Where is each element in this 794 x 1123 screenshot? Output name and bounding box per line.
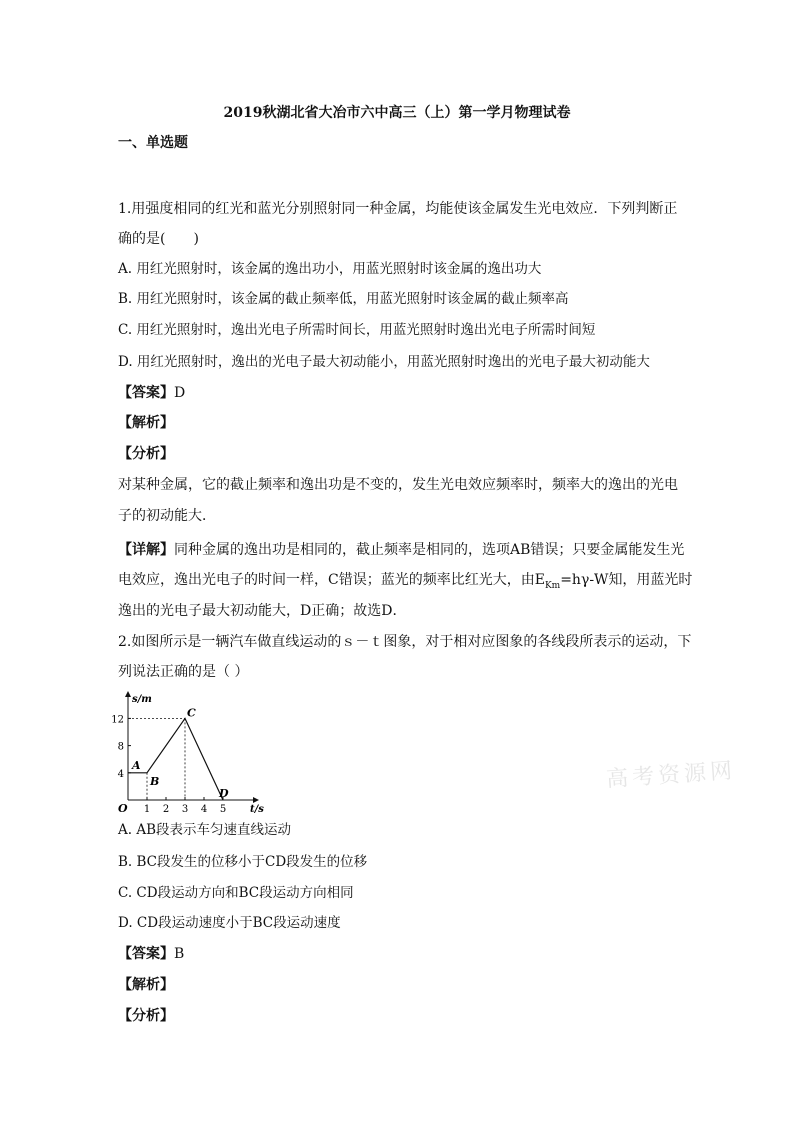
q1-detail-line-1 — [118, 540, 684, 560]
page-title: 2019秋湖北省大冶市六中高三（上）第一学月物理试卷 — [223, 105, 571, 121]
section-heading: 一、单选题 — [118, 135, 188, 151]
x-axis-label: t/s — [250, 804, 264, 815]
q1-detail-text-1: 同种金属的逸出功是相同的，截止频率是相同的，选项AB错误；只要金属能发生光 — [174, 542, 685, 558]
x-tick-label: 5 — [219, 804, 227, 815]
q1-jiexi-label: 【解析】 — [118, 415, 174, 431]
q1-stem-line-2: 确的是( ) — [118, 231, 199, 247]
x-tick-label: 3 — [181, 804, 189, 815]
origin-label: O — [118, 802, 128, 815]
q1-analysis-line-2: 子的初动能大． — [118, 508, 216, 524]
q1-detail-line-2 — [118, 570, 692, 596]
watermark: 高考资源网 — [605, 758, 737, 793]
point-label-b: B — [150, 774, 160, 788]
x-tick-label: 4 — [200, 804, 208, 815]
q1-detail-subscript: Km — [544, 580, 561, 591]
q1-detail-label: 【详解】 — [118, 542, 174, 558]
point-label-d: D — [219, 787, 229, 800]
point-label-a: A — [132, 758, 141, 772]
q2-answer-value: B — [174, 946, 185, 962]
q1-stem-line-1: 1.用强度相同的红光和蓝光分别照射同一种金属，均能使该金属发生光电效应．下列判断正 — [118, 201, 678, 217]
q1-option-c: C. 用红光照射时，逸出光电子所需时间长，用蓝光照射时逸出光电子所需时间短 — [118, 322, 596, 338]
y-tick-label: 12 — [111, 714, 124, 726]
q2-option-a: A. AB段表示车匀速直线运动 — [118, 822, 292, 838]
q2-answer-line — [118, 944, 184, 964]
q2-answer-label: 【答案】 — [118, 946, 174, 962]
q2-jiexi-label: 【解析】 — [118, 977, 174, 993]
y-tick-label: 8 — [117, 741, 124, 753]
point-label-c: C — [187, 706, 196, 720]
q1-answer-label: 【答案】 — [118, 385, 174, 401]
y-axis-label: s/m — [132, 694, 152, 705]
q2-fenxi-label: 【分析】 — [118, 1008, 174, 1024]
q1-answer-line — [118, 383, 185, 403]
q1-option-d: D. 用红光照射时，逸出的光电子最大初动能小，用蓝光照射时逸出的光电子最大初动能大 — [118, 354, 650, 370]
q1-analysis-line-1: 对某种金属，它的截止频率和逸出功是不变的，发生光电效应频率时，频率大的逸出的光电 — [118, 477, 678, 493]
x-tick-label: 1 — [143, 804, 151, 815]
q1-detail-line-3: 逸出的光电子最大初动能大，D正确；故选D． — [118, 603, 407, 619]
q2-stem-line-2: 列说法正确的是（ ） — [118, 664, 249, 680]
q1-option-b: B. 用红光照射时，该金属的截止频率低，用蓝光照射时该金属的截止频率高 — [118, 291, 569, 307]
s-t-curve — [128, 718, 223, 800]
q2-option-b: B. BC段发生的位移小于CD段发生的位移 — [118, 854, 368, 870]
q1-fenxi-label: 【分析】 — [118, 446, 174, 462]
q1-option-a: A. 用红光照射时，该金属的逸出功小，用蓝光照射时该金属的逸出功大 — [118, 261, 542, 277]
q2-stem-line-1: 2.如图所示是一辆汽车做直线运动的ｓ－ｔ图象，对于相对应图象的各线段所表示的运动，下 — [118, 634, 692, 650]
q2-option-c: C. CD段运动方向和BC段运动方向相同 — [118, 885, 354, 901]
q2-option-d: D. CD段运动速度小于BC段运动速度 — [118, 915, 341, 931]
q1-answer-value: D — [174, 385, 186, 401]
q1-detail-text-2b: =hγ-W知，用蓝光时 — [560, 572, 693, 588]
y-tick-label: 4 — [117, 768, 124, 780]
q1-detail-text-2: 电效应，逸出光电子的时间一样，C错误；蓝光的频率比红光大，由E — [118, 572, 545, 588]
x-tick-label: 2 — [162, 804, 170, 815]
s-t-graph — [108, 688, 268, 818]
